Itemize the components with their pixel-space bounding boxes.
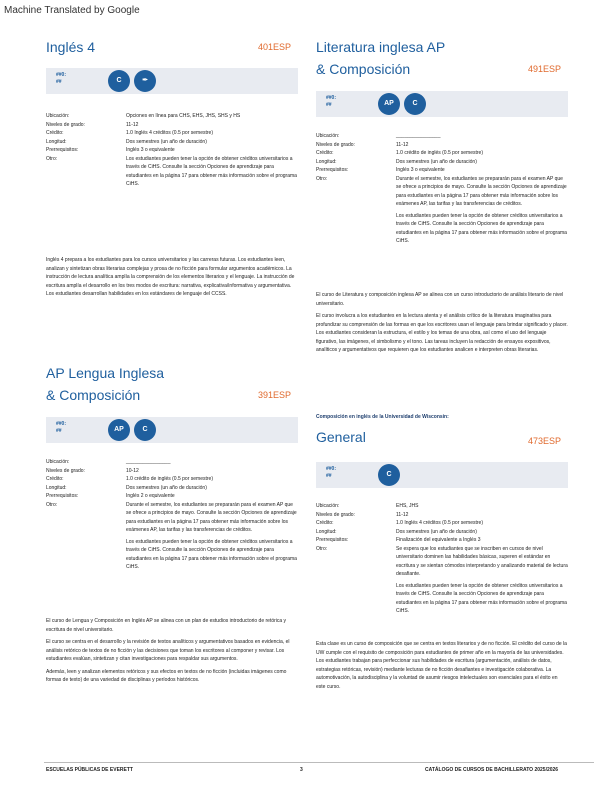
field-key: Longitud:	[46, 484, 67, 491]
field-key: Niveles de grado:	[316, 511, 355, 518]
field-row	[316, 175, 568, 209]
field-key: Prerrequisitos:	[316, 537, 349, 543]
field-row	[316, 132, 568, 141]
field-key: Otro:	[316, 545, 328, 552]
description-paragraph: El curso de Literatura y composición inglesa AP se alinea con un curso introductorio de análisis literario de nivel universitario.	[316, 292, 564, 307]
field-row	[46, 492, 298, 501]
field-note-text: Los estudiantes pueden tener la opción de obtener créditos universitarios a través de CiHS. Consulte la sección Opciones de aprendizaje para estudiantes en la página 17 para obtener más información sobre el programa CiHS.	[396, 582, 567, 614]
band-label-line: ##	[326, 473, 332, 479]
band-label	[56, 421, 66, 435]
field-row	[46, 501, 298, 535]
course-code: 491ESP	[528, 64, 562, 74]
field-key: Ubicación:	[46, 459, 70, 465]
field-value: 10-12	[126, 467, 139, 474]
band-label-line: ##0:	[56, 72, 67, 78]
band-label-line: ##	[56, 428, 62, 434]
field-key: Crédito:	[46, 476, 64, 482]
ap-icon: AP	[108, 419, 130, 441]
field-row	[316, 502, 568, 511]
field-row	[46, 129, 298, 138]
course-description	[316, 640, 568, 691]
field-value: Se espera que los estudiantes que se inscriben en cursos de nivel universitario dominen las habilidades básicas, superen el estándar en escritura y se sientan cómodos interpretando y analizando material de lectura desafiante.	[396, 545, 568, 577]
field-key: Ubicación:	[46, 113, 70, 119]
field-value: 11-12	[396, 511, 409, 518]
field-key: Otro:	[46, 501, 58, 508]
course-description	[46, 256, 298, 299]
field-value: Durante el semestre, los estudiantes se prepararán para el examen AP que se ofrece a principios de mayo. Consulte la sección Opciones de aprendizaje para estudiantes en la página 17 para obtener más información sobre los exámenes AP, las tarifas y las transferencias de créditos.	[396, 175, 567, 207]
field-note	[46, 538, 298, 572]
field-value: Los estudiantes pueden tener la opción de obtener créditos universitarios a través de CiHS. Consulte la sección Opciones de aprendizaje para estudiantes en la página 17 para obtener más información sobre el programa CiHS.	[126, 155, 297, 187]
field-value: Finalización del equivalente a Inglés 3	[396, 537, 481, 543]
field-key: Prerrequisitos:	[316, 167, 349, 173]
field-key: Crédito:	[316, 520, 334, 526]
ms-icon: C	[404, 93, 426, 115]
course-title-line: AP Lengua Inglesa	[46, 365, 165, 381]
field-row	[46, 121, 298, 130]
field-key: Niveles de grado:	[46, 467, 85, 474]
field-value: Dos semestres (un año de duración)	[126, 138, 207, 145]
field-row	[46, 458, 298, 467]
field-key: Crédito:	[316, 150, 334, 156]
field-note	[316, 212, 568, 246]
machine-translated-label: Machine Translated by Google	[4, 5, 140, 16]
field-key: Niveles de grado:	[46, 121, 85, 128]
footer-page-number: 3	[300, 767, 303, 773]
course-icon-band	[316, 91, 568, 117]
band-label-line: ##	[326, 102, 332, 108]
field-value: Dos semestres (un año de duración)	[396, 158, 477, 165]
field-row	[316, 528, 568, 537]
course-code: 401ESP	[258, 42, 292, 52]
course-title-line: General	[316, 429, 366, 445]
course-icon-band	[46, 417, 298, 443]
course-description	[46, 617, 298, 685]
footer-divider	[44, 762, 594, 763]
description-paragraph: Además, leen y analizan elementos retóricos y sus efectos en textos de no ficción (incluidas imágenes como formas de texto) de una variedad de disciplinas y períodos históricos.	[46, 668, 287, 683]
field-value: 11-12	[396, 141, 409, 148]
field-row	[46, 146, 298, 155]
field-row	[316, 519, 568, 528]
field-key: Longitud:	[316, 528, 337, 535]
ms-icon: C	[134, 419, 156, 441]
field-value: Inglés 2 o equivalente	[126, 493, 175, 499]
field-value: Inglés 3 o equivalente	[396, 167, 445, 173]
description-paragraph: Inglés 4 prepara a los estudiantes para los cursos universitarios y las carreras futuras. Los estudiantes leen, analizan y sintetizan obras literarias complejas y prosa de no ficción para formular argumentos académicos. La instrucción de lectura analítica amplía la comprensión de los elementos literarios y el lenguaje. La instrucción de escritura amplía el desarrollo en los tres modos de escritura: narrativa, explicativa/informativa y argumentativa. Los estudiantes desarrollan habilidades en los estándares de lenguaje del CCSS.	[46, 257, 295, 297]
band-label	[326, 466, 336, 480]
course-fields	[316, 132, 568, 246]
band-label-line: ##0:	[326, 95, 337, 101]
field-note-text: Los estudiantes pueden tener la opción de obtener créditos universitarios a través de CiHS. Consulte la sección Opciones de aprendizaje para estudiantes en la página 17 para obtener más información sobre el programa CiHS.	[126, 538, 297, 570]
ms-icon: C	[108, 70, 130, 92]
course-icon-band	[46, 68, 298, 94]
field-row	[46, 138, 298, 147]
field-row	[316, 511, 568, 520]
description-paragraph: El curso de Lengua y Composición en Inglés AP se alinea con un plan de estudios introductorio de retórica y escritura de nivel universitario.	[46, 618, 287, 633]
footer-right: CATÁLOGO DE CURSOS DE BACHILLERATO 2025/2026	[425, 767, 559, 773]
field-value: 1.0 Inglés 4 créditos (0.5 por semestre)	[126, 130, 213, 136]
field-key: Ubicación:	[316, 133, 340, 139]
course-title-line: & Composición	[316, 61, 411, 77]
field-key: Otro:	[316, 175, 328, 182]
course-code: 391ESP	[258, 390, 292, 400]
course-fields	[46, 112, 298, 189]
band-label	[56, 72, 66, 86]
field-row	[46, 475, 298, 484]
course-title-line: Inglés 4	[46, 39, 96, 55]
field-row	[316, 536, 568, 545]
course-uw-general	[316, 414, 568, 759]
course-title	[316, 426, 366, 448]
field-row	[316, 545, 568, 579]
course-fields	[46, 458, 298, 572]
field-note-text: Los estudiantes pueden tener la opción de obtener créditos universitarios a través de CiHS. Consulte la sección Opciones de aprendizaje para estudiantes en la página 17 para obtener más información sobre el programa CiHS.	[396, 212, 567, 244]
field-key: Crédito:	[46, 130, 64, 136]
field-row	[316, 166, 568, 175]
field-key: Longitud:	[316, 158, 337, 165]
course-title	[316, 36, 445, 80]
course-fields	[316, 502, 568, 616]
field-row	[316, 158, 568, 167]
field-row	[46, 155, 298, 189]
course-title-line: Literatura inglesa AP	[316, 39, 446, 55]
field-row	[46, 484, 298, 493]
band-label-line: ##	[56, 79, 62, 85]
course-ap-lengua	[46, 362, 298, 722]
band-label-line: ##0:	[326, 466, 337, 472]
course-title	[46, 362, 164, 406]
band-label-line: ##0:	[56, 421, 67, 427]
description-paragraph: El curso involucra a los estudiantes en la lectura atenta y el análisis crítico de la literatura imaginativa para profundizar su comprensión de las formas en que los escritores usan el lenguaje para brindar significado y placer. Los estudiantes consideran la estructura, el estilo y los temas de una obra, así como el uso del lenguaje figurativo, las imágenes, el simbolismo y el tono. Las tareas incluyen la redacción de ensayos expositivos, analíticos y argumentativos que requieren que los estudiantes analicen e interpreten obras literarias.	[316, 313, 568, 353]
field-value: 1.0 crédito de inglés (0.5 por semestre)	[126, 476, 213, 482]
description-paragraph: Esta clase es un curso de composición que se centra en textos literarios y de no ficción. El crédito del curso de la UW cumple con el requisito de composición para estudiantes de primer año en la mayoría de las universidades. Los estudiantes trabajan para perfeccionar sus habilidades de escritura (argumentación, análisis de datos, estrategias retóricas, revisión) mediante lecturas de no ficción desafiantes e investigación colaborativa. La automotivación, la autodisciplina y la voluntad de asumir riesgos intelectuales son esenciales para el éxito en este curso.	[316, 641, 567, 690]
course-icon-band	[316, 462, 568, 488]
ms-icon: C	[378, 464, 400, 486]
field-row	[316, 141, 568, 150]
course-kicker: Composición en inglés de la Universidad de Wisconsin:	[316, 414, 449, 420]
course-code: 473ESP	[528, 436, 562, 446]
field-value: ________________	[396, 133, 441, 139]
ap-icon: AP	[378, 93, 400, 115]
description-paragraph: El curso se centra en el desarrollo y la revisión de textos analíticos y argumentativos basados en evidencia, el análisis retórico de textos de no ficción y las decisiones que toman los escritores al componer y revisar. Los estudiantes evalúan, sintetizan y citan investigaciones para respaldar sus argumentos.	[46, 639, 290, 662]
course-title	[46, 36, 95, 58]
field-row	[316, 149, 568, 158]
course-description	[316, 291, 568, 355]
field-value: 11-12	[126, 121, 139, 128]
field-row	[46, 467, 298, 476]
quill-icon: ✒	[134, 70, 156, 92]
field-value: Opciones en línea para CHS, EHS, JHS, SHS y HS	[126, 113, 241, 119]
field-value: 1.0 crédito de inglés (0.5 por semestre)	[396, 150, 483, 156]
field-value: Durante el semestre, los estudiantes se prepararán para el examen AP que se ofrece a principios de mayo. Consulte la sección Opciones de aprendizaje para estudiantes en la página 17 para obtener más información sobre los exámenes AP, las tarifas y las transferencias de créditos.	[126, 501, 297, 533]
field-note	[316, 582, 568, 616]
field-value: ________________	[126, 459, 171, 465]
field-key: Niveles de grado:	[316, 141, 355, 148]
field-value: Dos semestres (un año de duración)	[396, 528, 477, 535]
field-value: Inglés 3 o equivalente	[126, 147, 175, 153]
course-title-line: & Composición	[46, 387, 141, 403]
field-value: 1.0 Inglés 4 créditos (0.5 por semestre)	[396, 520, 483, 526]
course-ap-literatura	[316, 36, 568, 376]
field-key: Ubicación:	[316, 503, 340, 509]
field-key: Prerrequisitos:	[46, 493, 79, 499]
field-row	[46, 112, 298, 121]
footer-left: ESCUELAS PÚBLICAS DE EVERETT	[46, 767, 133, 773]
course-ingles-4	[46, 36, 298, 297]
field-value: EHS, JHS	[396, 503, 419, 509]
field-value: Dos semestres (un año de duración)	[126, 484, 207, 491]
field-key: Longitud:	[46, 138, 67, 145]
field-key: Otro:	[46, 155, 58, 162]
field-key: Prerrequisitos:	[46, 147, 79, 153]
band-label	[326, 95, 336, 109]
